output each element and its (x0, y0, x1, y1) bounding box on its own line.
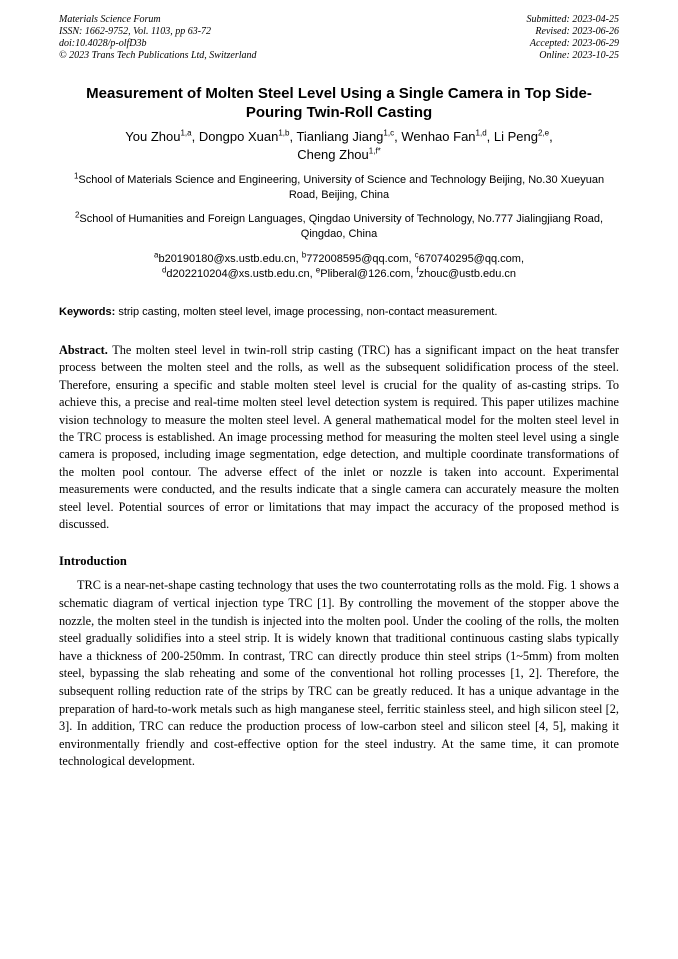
author-separator: , (549, 129, 553, 144)
abstract-text: The molten steel level in twin-roll strip casting (TRC) has a significant impact on the heat transfer process between the molten steel and the rolls, as well as the subsequent solidification process of the steel. Therefore, ensuring a specific and stable molten steel level is crucial for the quality of as-casting strips. To achieve this, a precise and real-time molten steel level detection system is required. This paper utilizes machine vision technology to measure the molten steel level. A general mathematical model for the molten steel level in the TRC process is established. An image processing method for measuring the molten steel level using a single camera is proposed, including image segmentation, edge detection, and multiple coordinate transformations of the molten pool contour. The adverse effect of the inlet or nozzle is taken into account. Experimental measurements were conducted, and the results indicate that a single camera can accurately measure the molten steel level. Potential sources of error or limitations that may impact the accuracy of the proposed method is discussed. (59, 343, 620, 532)
journal-copyright: © 2023 Trans Tech Publications Ltd, Switzerland (59, 50, 257, 61)
date-submitted: Submitted: 2023-04-25 (526, 14, 619, 25)
author-separator: , (486, 129, 494, 144)
affiliation-text: School of Humanities and Foreign Languages, Qingdao University of Technology, No.777 Jialingjiang Road, Qingdao, China (79, 213, 604, 240)
author-name: Tianliang Jiang (296, 129, 384, 144)
introduction-paragraph: TRC is a near-net-shape casting technology that uses the two counterrotating rolls as the mold. Fig. 1 shows a schematic diagram of vertical injection type TRC [1]. By controlling the movement of the stopper above the nozzle, the molten steel in the tundish is injected into the molten pool. Under the cooling of the rolls, the molten steel gradually solidifies into a steel strip. It is widely known that traditional continuous casting slabs typically have a thickness of 200-250mm. In contrast, TRC can directly produce thin steel strips (1~5mm) from molten steel, bypassing the slab reheating and some of the conventional hot rolling processes [1, 2]. Therefore, the subsequent rolling reduction rate of the strips by TRC can be greatly reduced. It has a unique advantage in the preparation of hard-to-work metals such as high manganese steel, ferritic stainless steel, and high silicon steel [2, 3]. In addition, TRC can reduce the production process of low-carbon steel and silicon steel [4, 5], making it environmentally friendly and cost-effective option for the steel industry. At the same time, it can promote technological development. (59, 578, 619, 769)
author-affiliation-marker: 1,b (278, 128, 290, 138)
author-affiliation-marker: 2,e (537, 128, 550, 138)
abstract-label: Abstract. (59, 343, 108, 357)
affiliation-text: School of Materials Science and Engineering, University of Science and Technology Beijing, No.30 Xueyuan Road, Beijing, China (78, 174, 605, 201)
date-online: Online: 2023-10-25 (539, 50, 619, 61)
email-entry (416, 265, 517, 280)
affiliation-marker: 2 (74, 210, 80, 220)
date-accepted: Accepted: 2023-06-29 (529, 38, 619, 49)
email-entry (154, 250, 302, 265)
paper-title: Measurement of Molten Steel Level Using a Single Camera in Top Side-Pouring Twin-Roll Casting (86, 85, 592, 121)
author (296, 129, 401, 144)
author (401, 129, 494, 144)
email-address: b20190180@xs.ustb.edu.cn (158, 253, 296, 265)
author-separator: , (289, 129, 297, 144)
author (494, 129, 553, 144)
email-entry (301, 250, 415, 265)
email-list (59, 252, 619, 282)
email-marker: e (315, 265, 321, 275)
email-entry (161, 265, 316, 280)
author-affiliation-marker: 1,a (180, 128, 192, 138)
keywords-text: strip casting, molten steel level, image processing, non-contact measurement. (118, 306, 498, 318)
email-address: 772008595@qq.com (306, 253, 409, 265)
email-marker: f (416, 265, 419, 275)
email-separator: , (295, 253, 302, 265)
affiliation-2 (59, 212, 619, 242)
section-heading-introduction: Introduction (59, 554, 127, 569)
author-name: Li Peng (493, 129, 538, 144)
email-entry (315, 265, 417, 280)
journal-doi: doi:10.4028/p-olfD3b (59, 38, 147, 49)
author-name: You Zhou (125, 129, 181, 144)
email-separator: , (408, 253, 415, 265)
journal-header (59, 14, 619, 62)
author (199, 129, 297, 144)
author (297, 147, 381, 162)
author-separator: , (394, 129, 402, 144)
email-address: 670740295@qq.com (418, 253, 521, 265)
submission-dates (527, 14, 620, 62)
author (125, 129, 199, 144)
email-marker: c (414, 250, 419, 260)
abstract-paragraph (59, 342, 619, 533)
author-affiliation-marker: 1,d (475, 128, 487, 138)
author-name: Wenhao Fan (401, 129, 476, 144)
author-name: Cheng Zhou (297, 147, 369, 162)
email-entry (414, 250, 524, 265)
email-separator: , (309, 268, 316, 280)
journal-name: Materials Science Forum (59, 14, 161, 25)
journal-issn-volume: ISSN: 1662-9752, Vol. 1103, pp 63-72 (59, 26, 212, 37)
affiliation-marker: 1 (73, 171, 79, 181)
author-affiliation-marker: 1,f* (368, 146, 381, 156)
author-affiliation-marker: 1,c (383, 128, 395, 138)
affiliation-1 (59, 173, 619, 203)
email-marker: d (161, 265, 167, 275)
author-separator: , (191, 129, 199, 144)
author-name: Dongpo Xuan (198, 129, 279, 144)
email-address: Pliberal@126.com (320, 268, 411, 280)
date-revised: Revised: 2023-06-26 (535, 26, 619, 37)
email-marker: a (154, 250, 159, 260)
keywords-label: Keywords: (59, 306, 116, 318)
author-list (59, 128, 619, 164)
email-marker: b (301, 250, 307, 260)
journal-info (59, 14, 257, 62)
email-address: d202210204@xs.ustb.edu.cn (166, 268, 310, 280)
keywords-line (59, 305, 619, 320)
email-separator: , (410, 268, 417, 280)
email-separator: , (520, 253, 524, 265)
email-address: zhouc@ustb.edu.cn (418, 268, 517, 280)
